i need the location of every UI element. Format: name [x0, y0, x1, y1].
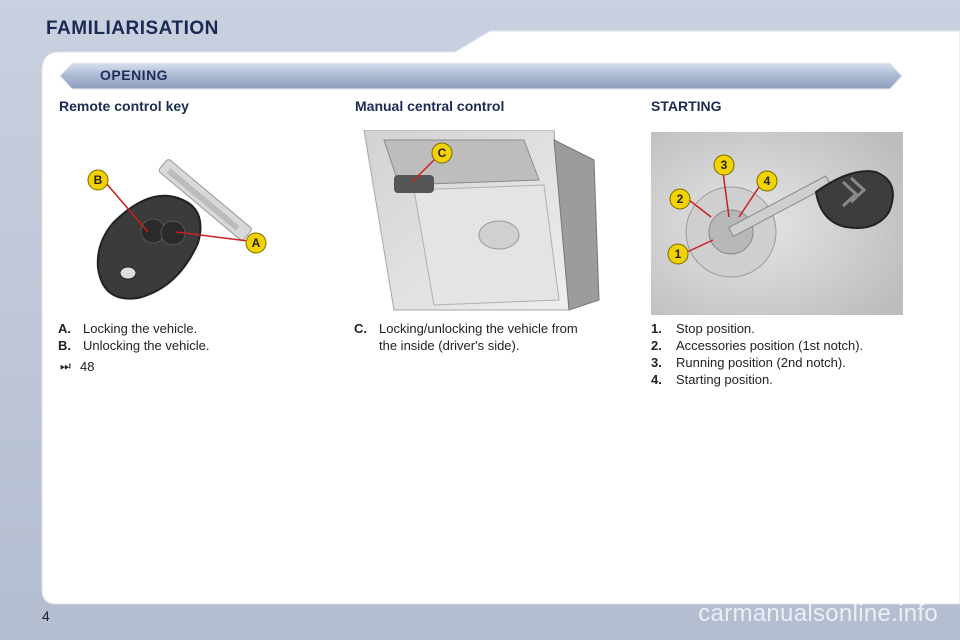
callout-1-label: 1	[674, 247, 682, 261]
legend-item	[354, 320, 599, 354]
legend-key: 2.	[651, 338, 662, 353]
callout-2	[668, 187, 692, 211]
callout-b-label: B	[93, 173, 103, 187]
heading-starting: STARTING	[651, 98, 722, 114]
legend-text: Locking/unlocking the vehicle from the inside (driver's side).	[379, 321, 578, 353]
callout-3	[712, 153, 736, 177]
ignition-illustration	[651, 132, 903, 315]
callout-a	[244, 231, 268, 255]
legend-key: 3.	[651, 355, 662, 370]
legend-text: Accessories position (1st notch).	[676, 338, 864, 353]
callout-4	[755, 169, 779, 193]
callout-c	[430, 141, 454, 165]
callout-3-label: 3	[720, 158, 728, 172]
heading-manual-central-control: Manual central control	[355, 98, 505, 114]
watermark: carmanualsonline.info	[698, 600, 938, 627]
callout-2-label: 2	[676, 192, 684, 206]
remote-key-illustration	[58, 128, 298, 308]
page-title: FAMILIARISATION	[46, 18, 219, 39]
legend-text: Unlocking the vehicle.	[83, 338, 210, 353]
legend-text: Starting position.	[676, 372, 773, 387]
legend-key: 1.	[651, 321, 662, 336]
legend-item	[651, 320, 911, 337]
legend-item	[651, 371, 911, 388]
door-panel-illustration	[354, 130, 604, 315]
callout-b	[86, 168, 110, 192]
page-number: 4	[42, 608, 50, 624]
legend-item	[651, 354, 911, 371]
page-reference-link[interactable]	[58, 358, 318, 375]
callout-a-label: A	[251, 236, 261, 250]
legend-key: A.	[58, 321, 71, 336]
callout-1	[666, 242, 690, 266]
legend-key: 4.	[651, 372, 662, 387]
legend-text: Locking the vehicle.	[83, 321, 198, 336]
legend-key: C.	[354, 321, 367, 336]
legend-central-control	[354, 320, 599, 354]
callout-4-label: 4	[763, 174, 771, 188]
legend-key: B.	[58, 338, 71, 353]
legend-item	[58, 337, 318, 354]
fast-forward-icon: ⏭	[60, 359, 71, 373]
legend-starting	[651, 320, 911, 388]
heading-remote-control-key: Remote control key	[59, 98, 189, 114]
callout-c-label: C	[437, 146, 447, 160]
legend-item	[651, 337, 911, 354]
legend-text: Stop position.	[676, 321, 755, 336]
legend-remote-key	[58, 320, 318, 375]
page-reference-number: 48	[80, 359, 95, 374]
legend-text: Running position (2nd notch).	[676, 355, 846, 370]
legend-item	[58, 320, 318, 337]
section-title: OPENING	[100, 67, 169, 83]
